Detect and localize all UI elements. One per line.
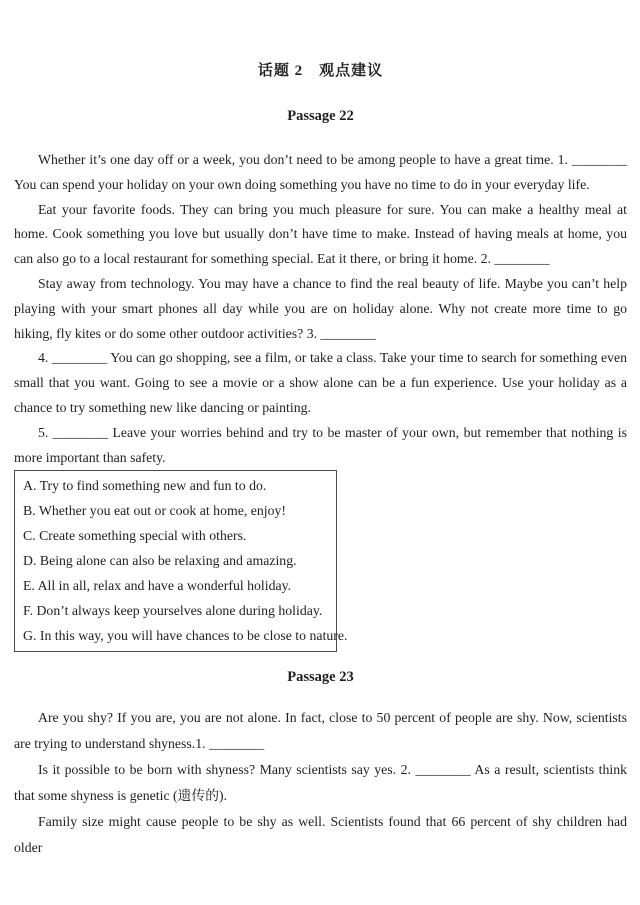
topic-title: 话题 2 观点建议: [257, 63, 384, 79]
option-b: B. Whether you eat out or cook at home, enjoy!: [23, 503, 286, 519]
passage-23-paragraph-3: Family size might cause people to be shy as well. Scientists found that 66 percent of shy children had older: [14, 814, 627, 856]
passage-23-body: [14, 705, 627, 861]
passage-22-paragraph-3: Stay away from technology. You may have a chance to find the real beauty of life. Maybe you can’t help playing with your smart phones all day while you are on holiday alone. Why not create more time to go hiking, fly kites or do some other outdoor activities? 3. ________: [14, 275, 627, 341]
passage-23-paragraph-2: Is it possible to be born with shyness? Many scientists say yes. 2. ________ As a result, scientists think that some shyness is genetic (遗传的).: [14, 762, 627, 804]
option-a: A. Try to find something new and fun to do.: [23, 478, 267, 494]
option-d: D. Being alone can also be relaxing and amazing.: [23, 553, 297, 569]
passage-22-body: [14, 148, 627, 470]
answer-options-box: [14, 470, 348, 652]
option-e: E. All in all, relax and have a wonderful holiday.: [23, 578, 292, 594]
passage-22-paragraph-5: 5. ________ Leave your worries behind and try to be master of your own, but remember that nothing is more important than safety.: [14, 424, 627, 465]
passage-22-heading: Passage 22: [287, 108, 354, 124]
passage-22-paragraph-4: 4. ________ You can go shopping, see a film, or take a class. Take your time to search for something even small that you want. Going to see a movie or a show alone can be a fun experience. Use your holiday as a chance to try something new like dancing or painting.: [14, 350, 627, 415]
passage-22-paragraph-1: Whether it’s one day off or a week, you don’t need to be among people to have a great time. 1. ________ You can spend your holiday on your own doing something you have no time to do in your everyday life.: [14, 152, 627, 192]
option-f: F. Don’t always keep yourselves alone during holiday.: [23, 603, 323, 619]
option-g: G. In this way, you will have chances to be close to nature.: [23, 628, 348, 644]
passage-23-paragraph-1: Are you shy? If you are, you are not alone. In fact, close to 50 percent of people are shy. Now, scientists are trying to understand shyness.1. ________: [14, 710, 627, 752]
passage-22-paragraph-2: Eat your favorite foods. They can bring you much pleasure for sure. You can make a healthy meal at home. Cook something you love but usually don’t have time to make. Instead of having meals at home, you can also go to a local restaurant for something special. Eat it there, or bring it home. 2. ________: [14, 201, 627, 267]
option-c: C. Create something special with others.: [23, 528, 247, 544]
passage-23-heading: Passage 23: [287, 669, 354, 686]
